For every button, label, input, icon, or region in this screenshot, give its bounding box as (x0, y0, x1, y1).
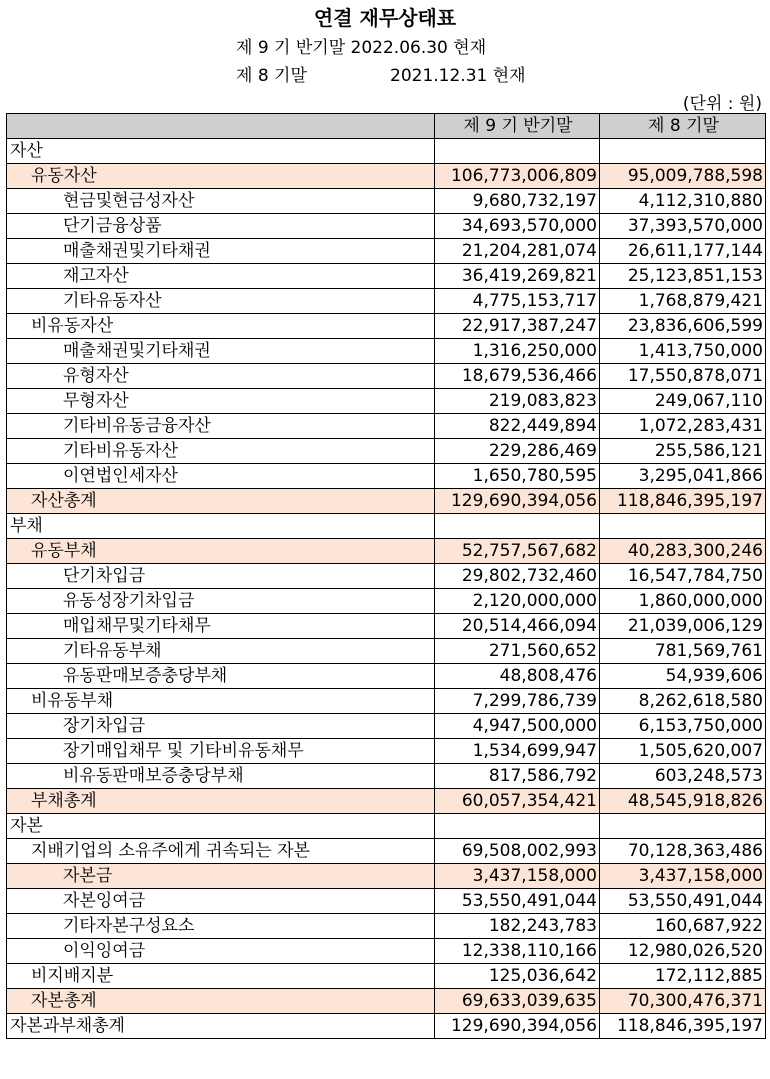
value-current (435, 814, 600, 839)
account-label: 장기차입금 (7, 714, 435, 739)
value-current: 219,083,823 (435, 389, 600, 414)
value-current: 1,534,699,947 (435, 739, 600, 764)
value-prior: 37,393,570,000 (600, 214, 766, 239)
value-current: 129,690,394,056 (435, 489, 600, 514)
account-label: 비유동자산 (7, 314, 435, 339)
account-label: 단기금융상품 (7, 214, 435, 239)
value-current: 18,679,536,466 (435, 364, 600, 389)
value-current: 271,560,652 (435, 639, 600, 664)
account-label: 자산 (7, 139, 435, 164)
account-label: 자본금 (7, 864, 435, 889)
table-row (7, 214, 766, 239)
account-label: 매입채무및기타채무 (7, 614, 435, 639)
value-prior: 249,067,110 (600, 389, 766, 414)
statement-title: 연결 재무상태표 (313, 6, 457, 30)
account-label: 비유동부채 (7, 689, 435, 714)
value-prior: 3,437,158,000 (600, 864, 766, 889)
table-row (7, 939, 766, 964)
account-label: 유동자산 (7, 164, 435, 189)
table-row (7, 314, 766, 339)
account-label: 이익잉여금 (7, 939, 435, 964)
value-prior (600, 514, 766, 539)
value-prior: 603,248,573 (600, 764, 766, 789)
value-prior: 160,687,922 (600, 914, 766, 939)
value-current: 129,690,394,056 (435, 1014, 600, 1039)
table-row (7, 589, 766, 614)
value-prior: 70,300,476,371 (600, 989, 766, 1014)
value-current: 817,586,792 (435, 764, 600, 789)
account-label: 장기매입채무 및 기타비유동채무 (7, 739, 435, 764)
value-prior: 16,547,784,750 (600, 564, 766, 589)
col-header-account (7, 114, 435, 139)
table-row (7, 164, 766, 189)
table-row (7, 389, 766, 414)
value-current: 52,757,567,682 (435, 539, 600, 564)
value-prior: 17,550,878,071 (600, 364, 766, 389)
period-prior-date: 2021.12.31 현재 (390, 66, 526, 86)
table-row (7, 864, 766, 889)
account-label: 매출채권및기타채권 (7, 239, 435, 264)
value-prior: 48,545,918,826 (600, 789, 766, 814)
value-current: 4,775,153,717 (435, 289, 600, 314)
table-row (7, 289, 766, 314)
period-prior-label: 제 8 기말 (236, 66, 307, 86)
table-row (7, 364, 766, 389)
table-row (7, 339, 766, 364)
value-current: 60,057,354,421 (435, 789, 600, 814)
table-row (7, 614, 766, 639)
value-prior: 1,072,283,431 (600, 414, 766, 439)
account-label: 부채총계 (7, 789, 435, 814)
value-current: 34,693,570,000 (435, 214, 600, 239)
table-row (7, 664, 766, 689)
value-prior: 53,550,491,044 (600, 889, 766, 914)
value-prior: 95,009,788,598 (600, 164, 766, 189)
table-row (7, 914, 766, 939)
account-label: 기타유동자산 (7, 289, 435, 314)
value-prior: 4,112,310,880 (600, 189, 766, 214)
account-label: 자산총계 (7, 489, 435, 514)
value-current (435, 514, 600, 539)
value-current: 1,316,250,000 (435, 339, 600, 364)
account-label: 자본총계 (7, 989, 435, 1014)
period-current: 제 9 기 반기말 2022.06.30 현재 (236, 38, 487, 58)
value-prior: 255,586,121 (600, 439, 766, 464)
table-row (7, 189, 766, 214)
value-prior: 172,112,885 (600, 964, 766, 989)
value-current: 9,680,732,197 (435, 189, 600, 214)
table-row (7, 639, 766, 664)
account-label: 기타비유동금융자산 (7, 414, 435, 439)
value-current: 48,808,476 (435, 664, 600, 689)
account-label: 비유동판매보증충당부채 (7, 764, 435, 789)
account-label: 재고자산 (7, 264, 435, 289)
account-label: 자본과부채총계 (7, 1014, 435, 1039)
value-prior (600, 139, 766, 164)
table-row (7, 414, 766, 439)
value-prior: 3,295,041,866 (600, 464, 766, 489)
account-label: 현금및현금성자산 (7, 189, 435, 214)
account-label: 유동판매보증충당부채 (7, 664, 435, 689)
table-row (7, 439, 766, 464)
account-label: 매출채권및기타채권 (7, 339, 435, 364)
value-prior: 6,153,750,000 (600, 714, 766, 739)
value-current: 4,947,500,000 (435, 714, 600, 739)
table-row (7, 764, 766, 789)
account-label: 기타자본구성요소 (7, 914, 435, 939)
table-row (7, 689, 766, 714)
account-label: 부채 (7, 514, 435, 539)
table-row (7, 539, 766, 564)
table-row (7, 489, 766, 514)
value-current: 36,419,269,821 (435, 264, 600, 289)
value-prior: 26,611,177,144 (600, 239, 766, 264)
table-row (7, 989, 766, 1014)
value-current: 29,802,732,460 (435, 564, 600, 589)
value-current: 106,773,006,809 (435, 164, 600, 189)
value-prior: 25,123,851,153 (600, 264, 766, 289)
account-label: 지배기업의 소유주에게 귀속되는 자본 (7, 839, 435, 864)
col-header-prior: 제 8 기말 (600, 114, 766, 139)
account-label: 자본 (7, 814, 435, 839)
account-label: 유형자산 (7, 364, 435, 389)
value-prior: 21,039,006,129 (600, 614, 766, 639)
table-row (7, 139, 766, 164)
value-current: 69,508,002,993 (435, 839, 600, 864)
value-current (435, 139, 600, 164)
account-label: 무형자산 (7, 389, 435, 414)
value-current: 22,917,387,247 (435, 314, 600, 339)
value-prior: 118,846,395,197 (600, 489, 766, 514)
value-current: 21,204,281,074 (435, 239, 600, 264)
table-row (7, 739, 766, 764)
value-prior: 12,980,026,520 (600, 939, 766, 964)
value-prior: 23,836,606,599 (600, 314, 766, 339)
value-current: 229,286,469 (435, 439, 600, 464)
table-row (7, 889, 766, 914)
table-header-row (7, 114, 766, 139)
value-current: 125,036,642 (435, 964, 600, 989)
value-current: 12,338,110,166 (435, 939, 600, 964)
table-row (7, 239, 766, 264)
account-label: 유동성장기차입금 (7, 589, 435, 614)
table-row (7, 514, 766, 539)
value-prior: 40,283,300,246 (600, 539, 766, 564)
value-current: 2,120,000,000 (435, 589, 600, 614)
value-current: 20,514,466,094 (435, 614, 600, 639)
table-row (7, 1014, 766, 1039)
col-header-current: 제 9 기 반기말 (435, 114, 600, 139)
value-current: 1,650,780,595 (435, 464, 600, 489)
account-label: 이연법인세자산 (7, 464, 435, 489)
table-body (7, 139, 766, 1039)
value-current: 3,437,158,000 (435, 864, 600, 889)
value-prior (600, 814, 766, 839)
table-row (7, 464, 766, 489)
account-label: 단기차입금 (7, 564, 435, 589)
value-current: 7,299,786,739 (435, 689, 600, 714)
value-prior: 1,413,750,000 (600, 339, 766, 364)
balance-sheet-table (6, 113, 766, 1039)
value-prior: 1,768,879,421 (600, 289, 766, 314)
value-prior: 1,860,000,000 (600, 589, 766, 614)
value-current: 182,243,783 (435, 914, 600, 939)
value-prior: 54,939,606 (600, 664, 766, 689)
table-row (7, 264, 766, 289)
account-label: 비지배지분 (7, 964, 435, 989)
unit-label: (단위 : 원) (682, 94, 762, 114)
table-row (7, 839, 766, 864)
value-current: 69,633,039,635 (435, 989, 600, 1014)
value-current: 53,550,491,044 (435, 889, 600, 914)
value-prior: 70,128,363,486 (600, 839, 766, 864)
table-row (7, 814, 766, 839)
account-label: 자본잉여금 (7, 889, 435, 914)
value-current: 822,449,894 (435, 414, 600, 439)
table-row (7, 964, 766, 989)
table-row (7, 564, 766, 589)
value-prior: 118,846,395,197 (600, 1014, 766, 1039)
table-row (7, 789, 766, 814)
value-prior: 781,569,761 (600, 639, 766, 664)
table-row (7, 714, 766, 739)
account-label: 기타유동부채 (7, 639, 435, 664)
value-prior: 8,262,618,580 (600, 689, 766, 714)
value-prior: 1,505,620,007 (600, 739, 766, 764)
account-label: 유동부채 (7, 539, 435, 564)
account-label: 기타비유동자산 (7, 439, 435, 464)
